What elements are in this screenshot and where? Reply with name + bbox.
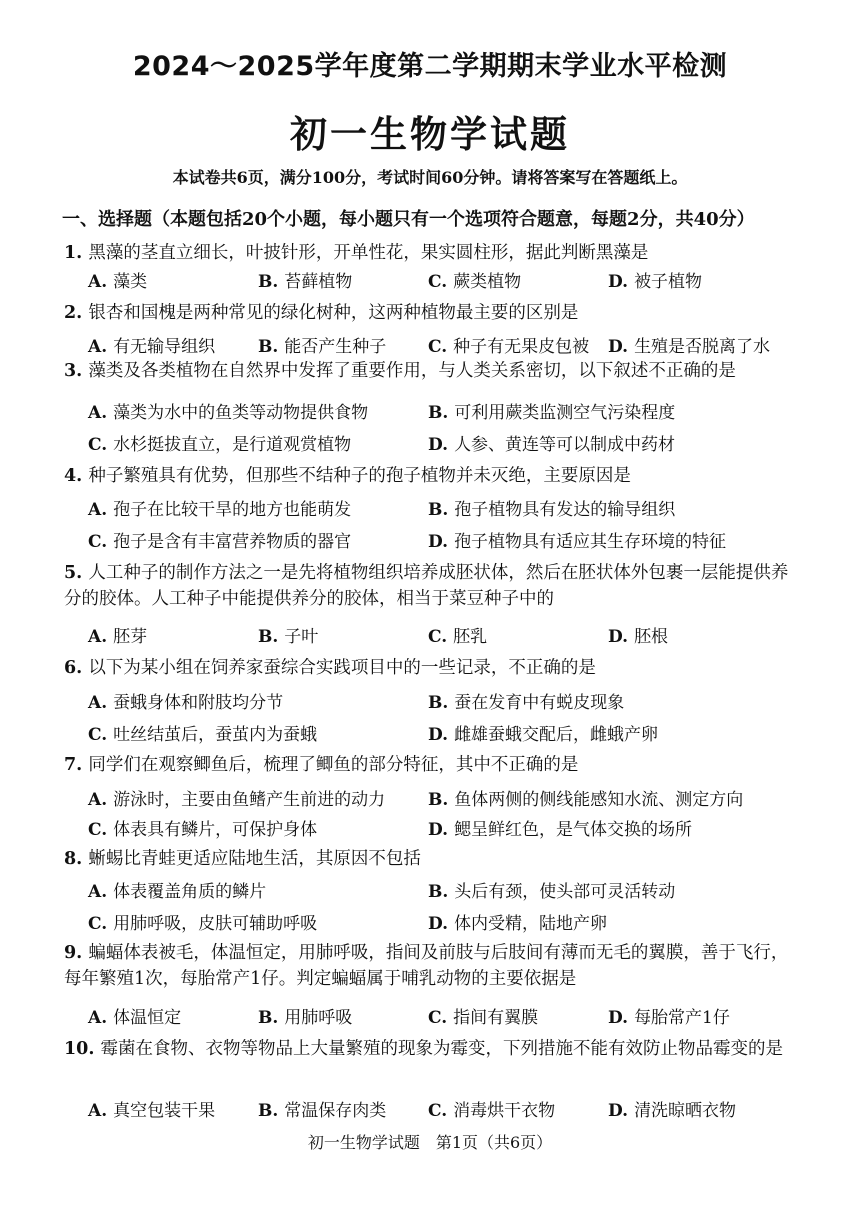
- option-d: [428, 430, 675, 455]
- question-text: 银杏和国槐是两种常见的绿化树种，这两种植物最主要的区别是: [88, 303, 579, 323]
- option-text: 孢子在比较干旱的地方也能萌发: [113, 500, 352, 520]
- option-letter: D.: [608, 337, 629, 357]
- question-8-options-row: [88, 877, 808, 903]
- option-letter: A.: [88, 337, 108, 357]
- option-letter: C.: [428, 1101, 448, 1121]
- question-5-stem: [64, 560, 794, 612]
- question-number: 9.: [64, 943, 89, 963]
- question-4-options-row: [88, 495, 808, 521]
- option-d: [428, 720, 658, 745]
- option-text: 被子植物: [634, 272, 703, 292]
- option-c: [88, 720, 317, 745]
- option-letter: D.: [608, 272, 629, 292]
- option-text: 体温恒定: [113, 1008, 182, 1028]
- option-a: [88, 877, 266, 902]
- option-b: [428, 495, 675, 520]
- option-c: [88, 527, 351, 552]
- subject-title: 初一生物学试题: [290, 113, 570, 156]
- option-text: 头后有颈，使头部可灵活转动: [454, 882, 676, 902]
- option-text: 蚕在发育中有蜕皮现象: [454, 693, 625, 713]
- option-letter: D.: [608, 1008, 629, 1028]
- option-text: 体表具有鳞片，可保护身体: [113, 820, 318, 840]
- option-b: [258, 1096, 386, 1121]
- option-d: [608, 332, 770, 357]
- option-letter: B.: [428, 403, 449, 423]
- option-text: 子叶: [284, 627, 319, 647]
- question-3-options-row: [88, 430, 808, 456]
- option-letter: A.: [88, 1008, 108, 1028]
- option-text: 常温保存肉类: [284, 1101, 387, 1121]
- option-text: 孢子植物具有适应其生存环境的特征: [454, 532, 727, 552]
- option-letter: B.: [428, 790, 449, 810]
- option-a: [88, 622, 147, 647]
- option-text: 体内受精，陆地产卵: [454, 914, 608, 934]
- page-footer: 初一生物学试题 第1页（共6页）: [307, 1133, 553, 1152]
- option-c: [428, 267, 521, 292]
- option-text: 消毒烘干衣物: [453, 1101, 556, 1121]
- question-10-options-row: [88, 1096, 808, 1122]
- option-letter: D.: [428, 725, 449, 745]
- option-letter: B.: [258, 272, 279, 292]
- option-d: [608, 622, 668, 647]
- option-letter: A.: [88, 1101, 108, 1121]
- question-text: 藻类及各类植物在自然界中发挥了重要作用，与人类关系密切，以下叙述不正确的是: [88, 361, 736, 381]
- option-letter: C.: [428, 1008, 448, 1028]
- option-text: 鱼体两侧的侧线能感知水流、测定方向: [454, 790, 744, 810]
- option-a: [88, 1003, 181, 1028]
- option-letter: C.: [428, 337, 448, 357]
- question-text: 蜥蜴比青蛙更适应陆地生活，其原因不包括: [88, 849, 421, 869]
- question-7-options-row: [88, 785, 808, 811]
- option-letter: D.: [428, 820, 449, 840]
- option-b: [428, 785, 743, 810]
- option-text: 清洗晾晒衣物: [634, 1101, 737, 1121]
- option-b: [428, 688, 624, 713]
- option-letter: A.: [88, 882, 108, 902]
- option-letter: B.: [428, 500, 449, 520]
- option-c: [428, 622, 487, 647]
- option-text: 鳃呈鲜红色，是气体交换的场所: [454, 820, 693, 840]
- question-8-options-row: [88, 909, 808, 935]
- option-text: 孢子植物具有发达的输导组织: [454, 500, 676, 520]
- option-b: [258, 622, 318, 647]
- option-text: 孢子是含有丰富营养物质的器官: [113, 532, 352, 552]
- option-text: 游泳时，主要由鱼鳍产生前进的动力: [113, 790, 386, 810]
- option-text: 可利用蕨类监测空气污染程度: [454, 403, 676, 423]
- question-7-stem: [64, 752, 794, 778]
- option-d: [428, 815, 692, 840]
- option-letter: C.: [88, 435, 108, 455]
- option-d: [608, 1003, 730, 1028]
- option-text: 种子有无果皮包被: [453, 337, 590, 357]
- exam-instructions: 本试卷共6页，满分100分，考试时间60分钟。请将答案写在答题纸上。: [172, 168, 688, 187]
- question-8-stem: [64, 846, 794, 872]
- option-text: 生殖是否脱离了水: [634, 337, 771, 357]
- question-number: 10.: [64, 1039, 101, 1059]
- option-a: [88, 495, 351, 520]
- option-letter: C.: [88, 532, 108, 552]
- option-letter: B.: [428, 693, 449, 713]
- option-text: 吐丝结茧后，蚕茧内为蚕蛾: [113, 725, 318, 745]
- question-text: 霉菌在食物、衣物等物品上大量繁殖的现象为霉变，下列措施不能有效防止物品霉变的是: [100, 1039, 784, 1059]
- question-text: 人工种子的制作方法之一是先将植物组织培养成胚状体，然后在胚状体外包裹一层能提供养分的胶体。人工种子中能提供养分的胶体，相当于菜豆种子中的: [64, 563, 789, 609]
- question-9-options-row: [88, 1003, 808, 1029]
- option-letter: A.: [88, 627, 108, 647]
- option-text: 水杉挺拔直立，是行道观赏植物: [113, 435, 352, 455]
- question-5-options-row: [88, 622, 808, 648]
- question-9-stem: [64, 940, 794, 992]
- option-text: 每胎常产1仔: [634, 1008, 730, 1028]
- option-text: 体表覆盖角质的鳞片: [113, 882, 267, 902]
- option-b: [258, 1003, 352, 1028]
- option-text: 雌雄蚕蛾交配后，雌蛾产卵: [454, 725, 659, 745]
- option-letter: B.: [258, 337, 279, 357]
- option-d: [428, 527, 726, 552]
- question-2-stem: [64, 300, 794, 326]
- option-letter: A.: [88, 272, 108, 292]
- question-number: 1.: [64, 243, 89, 263]
- question-6-options-row: [88, 688, 808, 714]
- question-6-stem: [64, 655, 794, 681]
- option-text: 蚕蛾身体和附肢均分节: [113, 693, 284, 713]
- question-7-options-row: [88, 815, 808, 841]
- option-a: [88, 785, 385, 810]
- option-text: 胚乳: [453, 627, 488, 647]
- option-text: 蕨类植物: [453, 272, 522, 292]
- question-text: 黑藻的茎直立细长，叶披针形，开单性花，果实圆柱形，据此判断黑藻是: [88, 243, 649, 263]
- question-6-options-row: [88, 720, 808, 746]
- question-number: 8.: [64, 849, 89, 869]
- option-text: 人参、黄连等可以制成中药材: [454, 435, 676, 455]
- option-a: [88, 267, 147, 292]
- option-letter: C.: [428, 272, 448, 292]
- option-text: 用肺呼吸，皮肤可辅助呼吸: [113, 914, 318, 934]
- question-2-options-row: [88, 332, 808, 358]
- question-number: 6.: [64, 658, 89, 678]
- option-b: [258, 267, 352, 292]
- question-3-options-row: [88, 398, 808, 424]
- option-text: 藻类为水中的鱼类等动物提供食物: [113, 403, 369, 423]
- question-1-stem: [64, 240, 794, 266]
- question-number: 3.: [64, 361, 89, 381]
- option-letter: C.: [428, 627, 448, 647]
- section-heading: 一、选择题（本题包括20个小题，每小题只有一个选项符合题意，每题2分，共40分）: [62, 209, 755, 230]
- question-text: 蝙蝠体表被毛，体温恒定，用肺呼吸，指间及前肢与后肢间有薄而无毛的翼膜，善于飞行，每年繁殖1次，每胎常产1仔。判定蝙蝠属于哺乳动物的主要依据是: [64, 943, 789, 989]
- option-text: 胚根: [634, 627, 669, 647]
- option-a: [88, 332, 215, 357]
- option-letter: A.: [88, 403, 108, 423]
- option-text: 胚芽: [113, 627, 148, 647]
- option-text: 指间有翼膜: [453, 1008, 539, 1028]
- option-c: [88, 815, 317, 840]
- question-4-options-row: [88, 527, 808, 553]
- option-text: 有无输导组织: [113, 337, 216, 357]
- option-d: [608, 267, 702, 292]
- question-number: 4.: [64, 466, 89, 486]
- question-number: 5.: [64, 563, 89, 583]
- option-letter: D.: [428, 914, 449, 934]
- option-c: [88, 430, 351, 455]
- option-letter: D.: [428, 532, 449, 552]
- option-text: 能否产生种子: [284, 337, 387, 357]
- option-text: 真空包装干果: [113, 1101, 216, 1121]
- option-letter: C.: [88, 914, 108, 934]
- exam-title: 2024～2025学年度第二学期期末学业水平检测: [132, 51, 728, 82]
- question-number: 2.: [64, 303, 89, 323]
- option-text: 苔藓植物: [284, 272, 353, 292]
- option-text: 藻类: [113, 272, 148, 292]
- option-b: [258, 332, 386, 357]
- option-letter: B.: [428, 882, 449, 902]
- option-letter: B.: [258, 627, 279, 647]
- option-letter: D.: [428, 435, 449, 455]
- option-letter: B.: [258, 1101, 279, 1121]
- question-1-options-row: [88, 267, 808, 293]
- option-text: 用肺呼吸: [284, 1008, 353, 1028]
- option-c: [428, 1096, 555, 1121]
- option-d: [608, 1096, 736, 1121]
- option-letter: A.: [88, 693, 108, 713]
- option-letter: A.: [88, 790, 108, 810]
- question-number: 7.: [64, 755, 89, 775]
- option-letter: A.: [88, 500, 108, 520]
- option-a: [88, 688, 283, 713]
- question-text: 同学们在观察鲫鱼后，梳理了鲫鱼的部分特征，其中不正确的是: [88, 755, 579, 775]
- option-letter: C.: [88, 820, 108, 840]
- option-letter: D.: [608, 627, 629, 647]
- option-letter: C.: [88, 725, 108, 745]
- option-letter: D.: [608, 1101, 629, 1121]
- option-a: [88, 1096, 215, 1121]
- option-d: [428, 909, 607, 934]
- question-10-stem: [64, 1036, 794, 1062]
- question-text: 种子繁殖具有优势，但那些不结种子的孢子植物并未灭绝，主要原因是: [88, 466, 631, 486]
- question-3-stem: [64, 358, 794, 384]
- option-c: [428, 1003, 538, 1028]
- option-b: [428, 877, 675, 902]
- option-a: [88, 398, 368, 423]
- option-letter: B.: [258, 1008, 279, 1028]
- question-text: 以下为某小组在饲养家蚕综合实践项目中的一些记录，不正确的是: [88, 658, 596, 678]
- option-c: [428, 332, 589, 357]
- option-c: [88, 909, 317, 934]
- question-4-stem: [64, 463, 794, 489]
- option-b: [428, 398, 675, 423]
